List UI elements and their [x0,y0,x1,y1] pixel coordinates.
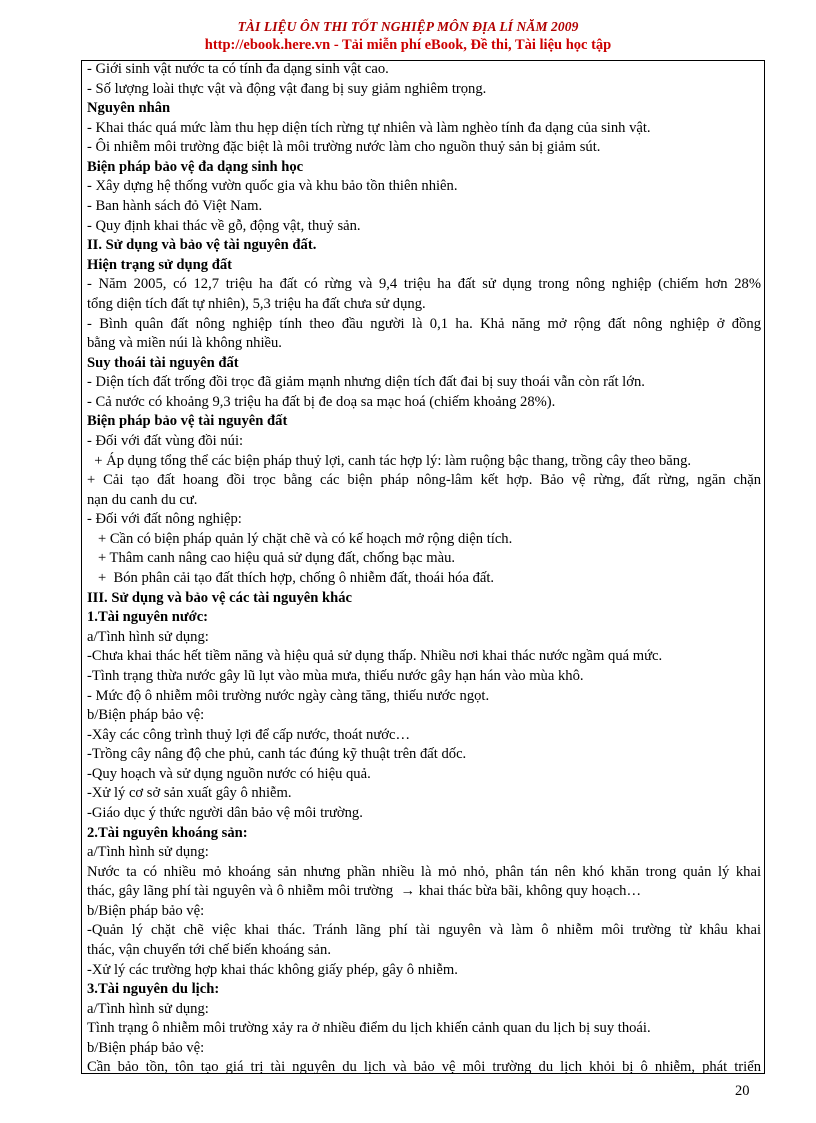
text-line: Cần bảo tồn, tôn tạo giá trị tài nguyên du lịch và bảo vệ môi trường du lịch khỏi bị ô nhiễm, phát triển [87,1059,761,1076]
page-number: 20 [735,1083,750,1099]
section-heading: III. Sử dụng và bảo vệ các tài nguyên khác [87,589,353,606]
text-line: - Ban hành sách đỏ Việt Nam. [87,198,263,215]
text-line: - Diện tích đất trống đồi trọc đã giảm mạnh nhưng diện tích đất đai bị suy thoái vẫn còn rất lớn. [87,374,645,391]
text-line: - Đối với đất nông nghiệp: [87,511,242,528]
section-heading: 1.Tài nguyên nước: [87,609,209,626]
text-line: - Xây dựng hệ thống vườn quốc gia và khu bảo tồn thiên nhiên. [87,178,458,195]
text-line: a/Tình hình sử dụng: [87,628,209,645]
text-line: + Bón phân cải tạo đất thích hợp, chống ô nhiễm đất, thoái hóa đất. [87,570,495,587]
text-line: thác, vận chuyển tới chế biến khoáng sản. [87,942,331,959]
section-heading: II. Sử dụng và bảo vệ tài nguyên đất. [87,237,317,254]
text-line: bằng và miền núi là không nhiều. [87,335,282,352]
text-line: - Mức độ ô nhiễm môi trường nước ngày càng tăng, thiếu nước ngọt. [87,687,490,704]
header-tagline: - Tải miễn phí eBook, Đề thi, Tài liệu học tập [330,37,612,53]
text-line: b/Biện pháp bảo vệ: [87,902,205,919]
text-line: -Quy hoạch và sử dụng nguồn nước có hiệu quả. [87,765,371,782]
text-line: a/Tình hình sử dụng: [87,1000,209,1017]
document-body [87,60,761,1078]
text-line: -Giáo dục ý thức người dân bảo vệ môi trường. [87,804,363,821]
text-line: - Đối với đất vùng đồi núi: [87,432,244,449]
text-line: b/Biện pháp bảo vệ: [87,707,205,724]
header-subtitle [0,37,816,54]
text-line: -Xử lý cơ sở sản xuất gây ô nhiễm. [87,785,292,802]
text-line: Nước ta có nhiều mỏ khoáng sản nhưng phần nhiều là mỏ nhỏ, phân tán nên khó khăn trong quản lý khai [87,863,761,880]
text-line: - Ôi nhiễm môi trường đặc biệt là môi trường nước làm cho nguồn thuỷ sản bị giảm sút. [87,139,601,156]
text-line: -Trồng cây nâng độ che phủ, canh tác đúng kỹ thuật trên đất dốc. [87,746,467,763]
text-line: tổng diện tích đất tự nhiên), 5,3 triệu ha đất chưa sử dụng. [87,295,426,312]
text-line: - Cả nước có khoảng 9,3 triệu ha đất bị đe doạ sa mạc hoá (chiếm khoảng 28%). [87,393,556,410]
text-line: -Tình trạng thừa nước gây lũ lụt vào mùa mưa, thiếu nước gây hạn hán vào mùa khô. [87,667,584,684]
text-line: -Chưa khai thác hết tiềm năng và hiệu quả sử dụng thấp. Nhiều nơi khai thác nước ngầm quá mức. [87,648,663,665]
section-heading: Biện pháp bảo vệ đa dạng sinh học [87,158,304,175]
text-line: -Xây các công trình thuỷ lợi để cấp nước, thoát nước… [87,726,411,743]
text-line: + Áp dụng tổng thể các biện pháp thuỷ lợi, canh tác hợp lý: làm ruộng bậc thang, trồng cây theo băng. [87,452,692,469]
text-line: thác, gây lãng phí tài nguyên và ô nhiễm môi trường → khai thác bừa bãi, không quy hoạch… [87,883,642,900]
text-line: - Giới sinh vật nước ta có tính đa dạng sinh vật cao. [87,61,389,77]
section-heading: 2.Tài nguyên khoáng sản: [87,824,248,841]
text-line: + Cần có biện pháp quản lý chặt chẽ và có kế hoạch mở rộng diện tích. [87,530,513,547]
text-line: - Bình quân đất nông nghiệp tính theo đầu người là 0,1 ha. Khả năng mở rộng đất nông nghiệp ở đồng [87,315,761,332]
text-line: + Thâm canh nâng cao hiệu quả sử dụng đất, chống bạc màu. [87,550,456,567]
text-line: nạn du canh du cư. [87,491,198,508]
section-heading: 3.Tài nguyên du lịch: [87,981,220,998]
section-heading: Nguyên nhân [87,100,171,117]
text-line: - Số lượng loài thực vật và động vật đang bị suy giảm nghiêm trọng. [87,80,487,97]
text-line: -Xử lý các trường hợp khai thác không giấy phép, gây ô nhiễm. [87,961,458,978]
text-line: - Năm 2005, có 12,7 triệu ha đất có rừng và 9,4 triệu ha đất sử dụng trong nông nghiệp (chiếm hơn 28% [87,276,761,293]
header-title: TÀI LIỆU ÔN THI TỐT NGHIỆP MÔN ĐỊA LÍ NĂM 2009 [237,19,579,34]
header-link[interactable]: http://ebook.here.vn [204,37,331,53]
text-line: - Quy định khai thác về gỗ, động vật, thuỷ sản. [87,217,361,234]
section-heading: Hiện trạng sử dụng đất [87,256,232,273]
text-line: a/Tình hình sử dụng: [87,844,209,861]
section-heading: Suy thoái tài nguyên đất [87,354,239,371]
section-heading: Biện pháp bảo vệ tài nguyên đất [87,413,288,430]
text-line: b/Biện pháp bảo vệ: [87,1039,205,1056]
text-line: + Cải tạo đất hoang đồi trọc bằng các biện pháp nông-lâm kết hợp. Bảo vệ rừng, đất rừng, ngăn chặn [87,472,761,489]
text-line: Tình trạng ô nhiễm môi trường xảy ra ở nhiều điểm du lịch khiến cảnh quan du lịch bị suy thoái. [87,1020,651,1037]
text-line: - Khai thác quá mức làm thu hẹp diện tích rừng tự nhiên và làm nghèo tính đa dạng của sinh vật. [87,119,651,136]
text-line: -Quản lý chặt chẽ việc khai thác. Tránh lãng phí tài nguyên và làm ô nhiễm môi trường từ khâu khai [87,922,761,939]
